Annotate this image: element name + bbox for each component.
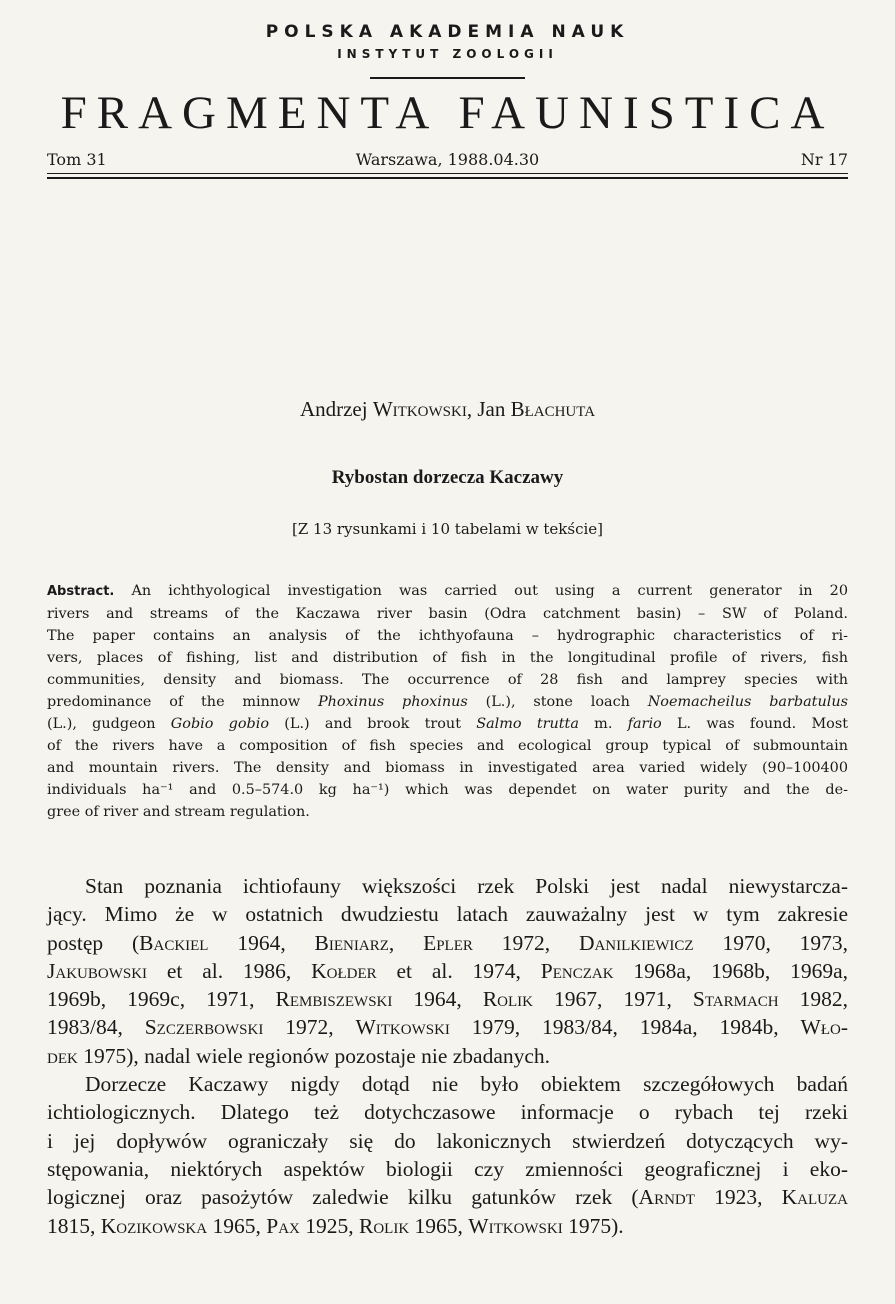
body-line bbox=[47, 1212, 848, 1240]
abstract-label: Abstract. bbox=[47, 584, 115, 599]
cited-author: Kołder bbox=[311, 958, 377, 983]
abstract-line bbox=[47, 580, 848, 603]
cited-author: Szczerbowski bbox=[144, 1015, 264, 1040]
cited-author: Bieniarz bbox=[314, 930, 389, 955]
abstract-line bbox=[47, 691, 848, 713]
body-text bbox=[47, 872, 848, 1240]
body-text-run: 1925, bbox=[299, 1213, 359, 1238]
cited-author: Danilkiewicz bbox=[578, 930, 694, 955]
figures-note: [Z 13 rysunkami i 10 tabelami w tekście] bbox=[291, 520, 603, 538]
abstract-line: gree of river and stream regulation. bbox=[47, 804, 310, 820]
header-divider bbox=[370, 77, 525, 79]
body-text-run: 1979, 1983/84, 1984a, 1984b, bbox=[449, 1015, 801, 1040]
cited-author: Rolik bbox=[358, 1213, 410, 1238]
cited-author: Rolik bbox=[482, 987, 533, 1012]
abstract-text: m. bbox=[578, 716, 628, 732]
species-name: fario bbox=[627, 716, 662, 732]
body-line bbox=[47, 929, 848, 957]
cited-author: Pax bbox=[266, 1213, 300, 1238]
institute-name: INSTYTUT ZOOLOGII bbox=[337, 47, 558, 61]
species-name: Gobio gobio bbox=[170, 716, 270, 732]
body-text-run: 1965, bbox=[409, 1213, 469, 1238]
body-text-run: et al. 1986, bbox=[147, 958, 312, 983]
body-text-run: 1970, 1973, bbox=[693, 930, 849, 955]
body-line bbox=[47, 1013, 848, 1041]
cited-author: Witkowski bbox=[468, 1213, 563, 1238]
issue-number: Nr 17 bbox=[800, 150, 848, 169]
abstract-line: of the rivers have a composition of fish species and ecological group typical of submountain bbox=[47, 738, 848, 754]
cited-author: Kaluza bbox=[781, 1185, 848, 1210]
cited-author: Witkowski bbox=[355, 1015, 450, 1040]
cited-author: dek bbox=[47, 1043, 78, 1068]
body-text-run: 1965, bbox=[207, 1213, 267, 1238]
abstract-text: (L.), stone loach bbox=[467, 694, 648, 710]
article-authors bbox=[0, 397, 895, 422]
body-line: i jej dopływów ograniczały się do lakonicznych stwierdzeń dotyczących wy- bbox=[47, 1128, 848, 1153]
body-line bbox=[47, 985, 848, 1013]
body-line: Stan poznania ichtiofauny większości rzek Polski jest nadal niewystarcza- bbox=[85, 874, 848, 898]
body-text-run: 1972, bbox=[472, 930, 579, 955]
body-line bbox=[47, 1183, 848, 1211]
body-line: Dorzecze Kaczawy nigdy dotąd nie było obiektem szczegółowych badań bbox=[85, 1072, 848, 1097]
body-text-run: et al. 1974, bbox=[376, 958, 541, 983]
body-text-run: 1975). bbox=[562, 1213, 624, 1238]
author-first-name-1: Andrzej bbox=[299, 397, 373, 421]
abstract-text: (L.), gudgeon bbox=[47, 716, 171, 732]
header-rule-thin bbox=[47, 173, 848, 174]
header-rule-thick bbox=[47, 177, 848, 179]
abstract-line: rivers and streams of the Kaczawa river basin (Odra catchment basin) – SW of Poland. bbox=[47, 606, 848, 622]
species-name: Noemacheilus barbatulus bbox=[647, 694, 848, 710]
cited-author: Arndt bbox=[638, 1185, 695, 1210]
volume-number: Tom 31 bbox=[47, 150, 107, 169]
body-line bbox=[47, 1042, 848, 1070]
cited-author: Rembiszewski bbox=[275, 987, 393, 1012]
abstract-line: communities, density and biomass. The occurrence of 28 fish and lamprey species with bbox=[47, 672, 848, 688]
body-text-run: 1815, bbox=[47, 1213, 101, 1238]
body-text-run: 1982, bbox=[778, 987, 849, 1012]
article-title: Rybostan dorzecza Kaczawy bbox=[331, 467, 564, 488]
journal-title: FRAGMENTA FAUNISTICA bbox=[60, 87, 835, 139]
body-text-run: 1923, bbox=[694, 1185, 782, 1210]
cited-author: Wło- bbox=[800, 1015, 848, 1040]
abstract bbox=[47, 580, 848, 823]
cited-author: Backiel bbox=[139, 930, 209, 955]
abstract-line bbox=[47, 713, 848, 735]
body-text-run: 1983/84, bbox=[47, 1015, 145, 1040]
abstract-text: L. was found. Most bbox=[661, 716, 849, 732]
abstract-line: vers, places of fishing, list and distribution of fish in the longitudinal profile of rivers, fish bbox=[47, 650, 848, 666]
body-text-run: 1972, bbox=[263, 1015, 356, 1040]
abstract-text: An ichthyological investigation was carried out using a current generator in 20 bbox=[114, 583, 848, 599]
cited-author: Jakubowski bbox=[47, 958, 148, 983]
cited-author: Epler bbox=[423, 930, 473, 955]
abstract-line: individuals ha⁻¹ and 0.5–574.0 kg ha⁻¹) which was dependet on water purity and the de- bbox=[47, 782, 848, 798]
academy-name: POLSKA AKADEMIA NAUK bbox=[265, 22, 630, 42]
abstract-line: The paper contains an analysis of the ichthyofauna – hydrographic characteristics of ri- bbox=[47, 628, 848, 644]
body-text-run: 1964, bbox=[208, 930, 315, 955]
body-text-run: 1968a, 1968b, 1969a, bbox=[613, 958, 848, 983]
body-text-run: 1969b, 1969c, 1971, bbox=[47, 987, 276, 1012]
author-surname-2: Błachuta bbox=[510, 397, 596, 421]
abstract-text: (L.) and brook trout bbox=[269, 716, 477, 732]
body-text-run: 1975), nadal wiele regionów pozostaje nie zbadanych. bbox=[77, 1043, 551, 1068]
body-line: stępowania, niektórych aspektów biologii czy zmienności geograficznej i eko- bbox=[47, 1156, 848, 1181]
place-date: Warszawa, 1988.04.30 bbox=[355, 150, 540, 169]
body-text-run: postęp ( bbox=[47, 930, 140, 955]
abstract-text: predominance of the minnow bbox=[47, 694, 318, 710]
species-name: Phoxinus phoxinus bbox=[317, 694, 468, 710]
body-text-run: 1964, bbox=[392, 987, 483, 1012]
body-text-run: logicznej oraz pasożytów zaledwie kilku gatunków rzek ( bbox=[47, 1185, 639, 1210]
body-line: ichtiologicznych. Dlatego też dotychczasowe informacje o rybach tej rzeki bbox=[47, 1100, 848, 1125]
body-line: jący. Mimo że w ostatnich dwudziestu latach zauważalny jest w tym zakresie bbox=[47, 902, 848, 927]
cited-author: Starmach bbox=[692, 987, 779, 1012]
cited-author: Penczak bbox=[540, 958, 614, 983]
body-text-run: , bbox=[388, 930, 424, 955]
species-name: Salmo trutta bbox=[476, 716, 579, 732]
body-text-run: 1967, 1971, bbox=[533, 987, 693, 1012]
abstract-line: and mountain rivers. The density and biomass in investigated area varied widely (90–100400 bbox=[47, 760, 848, 776]
author-first-name-2: , Jan bbox=[466, 397, 511, 421]
cited-author: Kozikowska bbox=[100, 1213, 208, 1238]
body-line bbox=[47, 957, 848, 985]
author-surname-1: Witkowski bbox=[372, 397, 467, 421]
